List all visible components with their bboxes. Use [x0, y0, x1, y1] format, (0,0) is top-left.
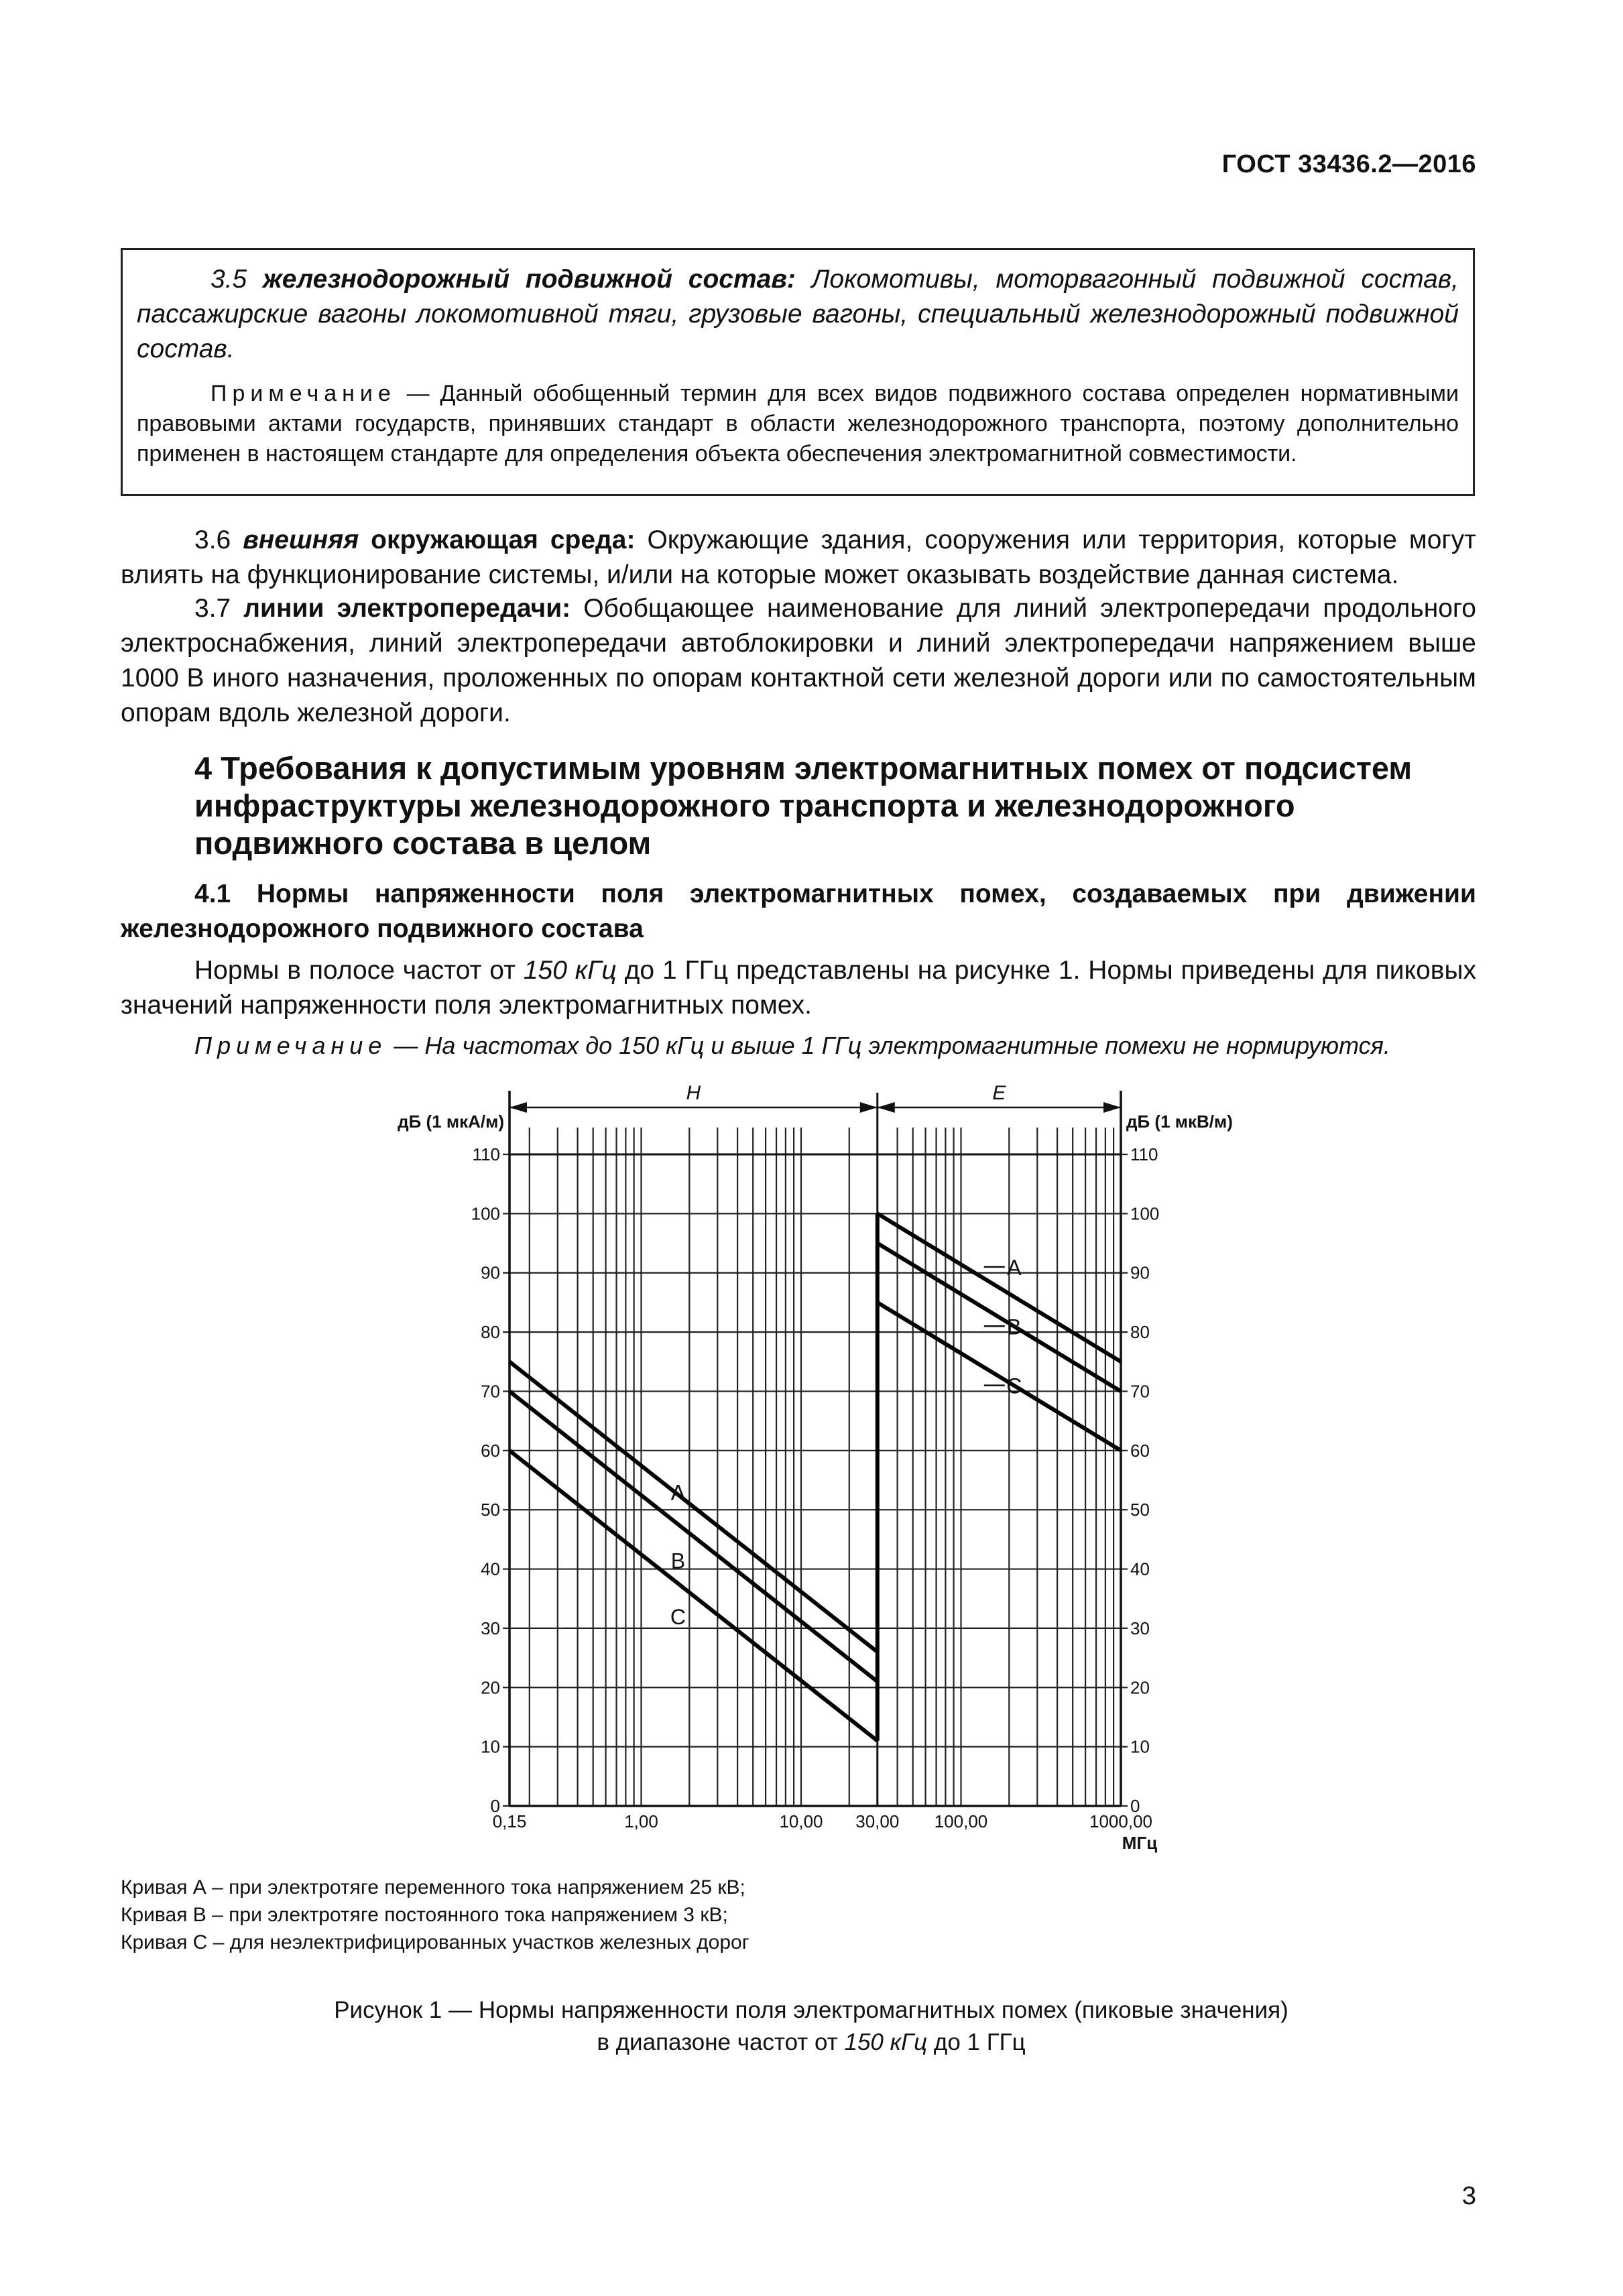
note-label: Примечание [211, 381, 396, 406]
legend-item-c: Кривая С – для неэлектрифицированных участков железных дорог [121, 1931, 749, 1953]
curve-C-h [509, 1451, 878, 1741]
curve-label-e-C: C [1006, 1374, 1022, 1398]
paragraph-3-7: 3.7 линии электропередачи: Обобщающее наименование для линий электропередачи продольного электроснабжения, линий электропередачи автоблокировки и линий электропередачи напряжением выше 1000 В иного назначения, проложенных по опорам контактной сети железной дороги или по самостоятельным опорам вдоль железной дороги. [121, 594, 1476, 727]
paragraph-3-6: 3.6 внешняя окружающая среда: Окружающие здания, сооружения или территория, которые могут влиять на функционирование системы, и/или на которые может оказывать воздействие данная система. [121, 526, 1476, 589]
y-tick-right-2: 20 [1130, 1677, 1150, 1698]
x-axis-unit: МГц [1122, 1833, 1158, 1853]
y-tick-left-0: 0 [490, 1796, 500, 1816]
y-tick-right-0: 0 [1130, 1796, 1140, 1816]
x-tick-4: 100,00 [934, 1811, 988, 1831]
y-axis-label-right: дБ (1 мкВ/м) [1126, 1111, 1233, 1132]
curve-label-h-C: C [670, 1605, 686, 1630]
band-e-label: E [992, 1082, 1006, 1104]
y-tick-right-8: 80 [1130, 1322, 1150, 1343]
curve-A-h [509, 1362, 878, 1652]
curve-C-e [878, 1303, 1121, 1451]
y-tick-right-1: 10 [1130, 1736, 1150, 1757]
curve-label-h-A: A [670, 1480, 686, 1505]
y-tick-right-7: 70 [1130, 1381, 1150, 1402]
y-tick-right-6: 60 [1130, 1440, 1150, 1461]
y-tick-right-11: 110 [1130, 1144, 1158, 1164]
term-name: железнодорожный подвижной состав: [263, 265, 796, 294]
x-tick-2: 10,00 [779, 1811, 823, 1831]
term-text: Локомотивы, моторвагонный подвижной состав, пассажирские вагоны локомотивной тяги, грузовые вагоны, специальный железнодорожный подвижной состав. [137, 265, 1459, 363]
document-code: ГОСТ 33436.2—2016 [1221, 150, 1476, 178]
y-tick-left-10: 100 [471, 1203, 500, 1224]
y-tick-left-7: 70 [481, 1381, 500, 1402]
curve-B-h [509, 1391, 878, 1681]
paragraph-norms: Нормы в полосе частот от 150 кГц до 1 ГГц представлены на рисунке 1. Нормы приведены для пиковых значений напряженности поля электромагнитных помех. [121, 956, 1477, 1020]
figure-caption [121, 1994, 1502, 2059]
note-frequencies: Примечание — На частотах до 150 кГц и выше 1 ГГц электромагнитные помехи не нормируются. [194, 1032, 1390, 1059]
caption-line-1: Рисунок 1 — Нормы напряженности поля электромагнитных помех (пиковые значения) [334, 1997, 1288, 2023]
x-tick-5: 1000,00 [1089, 1811, 1152, 1831]
y-tick-left-6: 60 [481, 1440, 500, 1461]
band-arrow-2 [878, 1102, 895, 1113]
curve-A-e [878, 1213, 1121, 1362]
note-body: — Данный обобщенный термин для всех видов подвижного состава определен нормативными правовыми актами государств, принявших стандарт в области железнодорожного транспорта, поэтому дополнительно применен в настоящем стандарте для определения объекта обеспечения электромагнитной совместимости. [137, 381, 1459, 467]
x-tick-1: 1,00 [624, 1811, 658, 1831]
legend-item-a: Кривая А – при электротяге переменного тока напряжением 25 кВ; [121, 1876, 745, 1898]
band-arrow-1 [860, 1102, 878, 1113]
curve-B-e [878, 1244, 1121, 1392]
y-tick-right-5: 50 [1130, 1500, 1150, 1520]
band-arrow-3 [1103, 1102, 1121, 1113]
curve-legend [121, 1874, 749, 1956]
legend-item-b: Кривая В – при электротяге постоянного тока напряжением 3 кВ; [121, 1904, 728, 1926]
section-4-heading: 4 Требования к допустимым уровням электромагнитных помех от подсистем инфраструктуры железнодорожного транспорта и железнодорожного подвижного состава в целом [194, 750, 1412, 861]
x-tick-0: 0,15 [492, 1811, 527, 1831]
x-tick-3: 30,00 [855, 1811, 900, 1831]
term-number: 3.5 [211, 265, 263, 294]
y-tick-right-3: 30 [1130, 1618, 1150, 1638]
y-tick-right-9: 90 [1130, 1262, 1150, 1283]
page-number: 3 [1461, 2182, 1476, 2210]
section-4-1-heading: 4.1 Нормы напряженности поля электромагнитных помех, создаваемых при движении железнодорожного подвижного состава [121, 880, 1476, 943]
band-arrow-0 [509, 1102, 527, 1113]
curve-label-h-B: B [670, 1549, 686, 1573]
y-tick-left-1: 10 [481, 1736, 500, 1757]
y-tick-right-10: 100 [1130, 1203, 1160, 1224]
y-tick-right-4: 40 [1130, 1559, 1150, 1579]
y-axis-label-left: дБ (1 мкА/м) [398, 1111, 504, 1132]
y-tick-left-5: 50 [481, 1500, 500, 1520]
y-tick-left-3: 30 [481, 1618, 500, 1638]
y-tick-left-11: 110 [472, 1144, 500, 1164]
y-tick-left-4: 40 [481, 1559, 500, 1579]
curve-label-e-B: B [1007, 1315, 1022, 1339]
y-tick-left-8: 80 [481, 1322, 500, 1343]
curve-label-e-A: A [1007, 1255, 1022, 1280]
caption-line-2: в диапазоне частот от 150 кГц до 1 ГГц [597, 2029, 1026, 2055]
y-tick-left-9: 90 [481, 1262, 500, 1283]
y-tick-left-2: 20 [481, 1677, 500, 1698]
band-h-label: H [686, 1082, 701, 1104]
